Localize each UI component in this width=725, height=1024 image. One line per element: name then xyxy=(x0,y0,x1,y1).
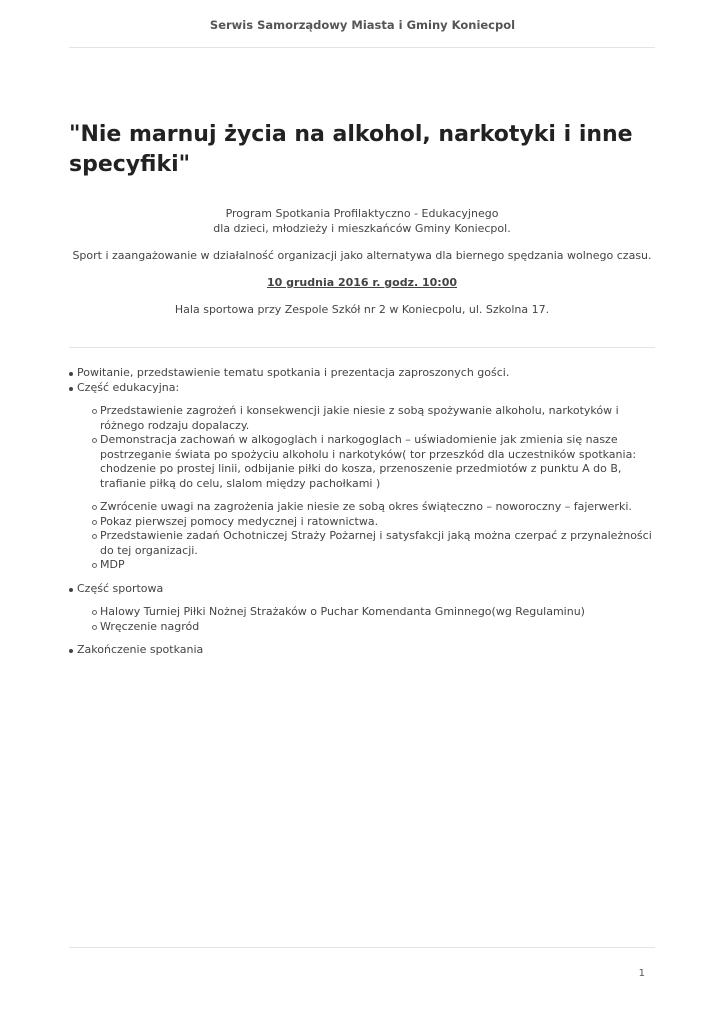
program-line-2: dla dzieci, młodzieży i mieszkańców Gminy Koniecpol. xyxy=(213,222,511,235)
event-intro xyxy=(69,206,655,317)
page-number: 1 xyxy=(638,968,645,979)
content-divider xyxy=(69,347,655,348)
agenda-item-welcome xyxy=(69,366,655,381)
event-location: Hala sportowa przy Zespole Szkół nr 2 w Koniecpolu, ul. Szkolna 17. xyxy=(174,303,550,316)
list-item: Halowy Turniej Piłki Nożnej Strażaków o Puchar Komendanta Gminnego(wg Regulaminu) xyxy=(92,605,655,620)
sport-sublist xyxy=(92,605,655,634)
list-item: Demonstracja zachowań w alkogoglach i narkogoglach – uświadomienie jak zmienia się nasze postrzeganie świata po spożyciu alkoholu i narkotyków( tor przeszkód dla uczestników spotkania: chodzenie po prostej linii, odbijanie piłki do kosza, przenoszenie przedmiotów z punktu A do B, trafianie piłką do celu, slalom między pachołkami ) xyxy=(92,433,655,491)
agenda-item-label: Część edukacyjna: xyxy=(77,380,180,394)
education-sublist xyxy=(92,404,655,573)
page-title: "Nie marnuj życia na alkohol, narkotyki i inne specyfiki" xyxy=(69,122,633,177)
list-item: Przedstawienie zadań Ochotniczej Straży Pożarnej i satysfakcji jaką można czerpać z przynależności do tej organizacji. xyxy=(92,529,655,558)
program-line-1: Program Spotkania Profilaktyczno - Edukacyjnego xyxy=(225,207,499,220)
site-header: Serwis Samorządowy Miasta i Gminy Koniecpol xyxy=(209,18,516,32)
list-item: Pokaz pierwszej pomocy medycznej i ratownictwa. xyxy=(92,515,655,530)
agenda-item-sport xyxy=(69,582,655,635)
footer-divider xyxy=(69,947,655,948)
list-item: Zwrócenie uwagi na zagrożenia jakie niesie ze sobą okres świąteczno – noworoczny – fajerwerki. xyxy=(92,500,655,515)
list-item: Wręczenie nagród xyxy=(92,620,655,635)
agenda-item-label: Zakończenie spotkania xyxy=(77,643,204,656)
agenda-item-education xyxy=(69,381,655,573)
sport-line: Sport i zaangażowanie w działalność organizacji jako alternatywa dla biernego spędzania wolnego czasu. xyxy=(72,249,652,262)
agenda-item-label: Część sportowa xyxy=(77,581,164,595)
list-item: MDP xyxy=(92,558,655,573)
agenda-list xyxy=(69,366,655,658)
event-date: 10 grudnia 2016 r. godz. 10:00 xyxy=(266,276,458,289)
list-item: Przedstawienie zagrożeń i konsekwencji jakie niesie z sobą spożywanie alkoholu, narkotyków i różnego rodzaju dopalaczy. xyxy=(92,404,655,433)
agenda-item-closing xyxy=(69,643,655,658)
header-divider xyxy=(69,47,655,48)
agenda xyxy=(69,366,655,658)
agenda-item-label: Powitanie, przedstawienie tematu spotkania i prezentacja zaproszonych gości. xyxy=(77,366,510,379)
